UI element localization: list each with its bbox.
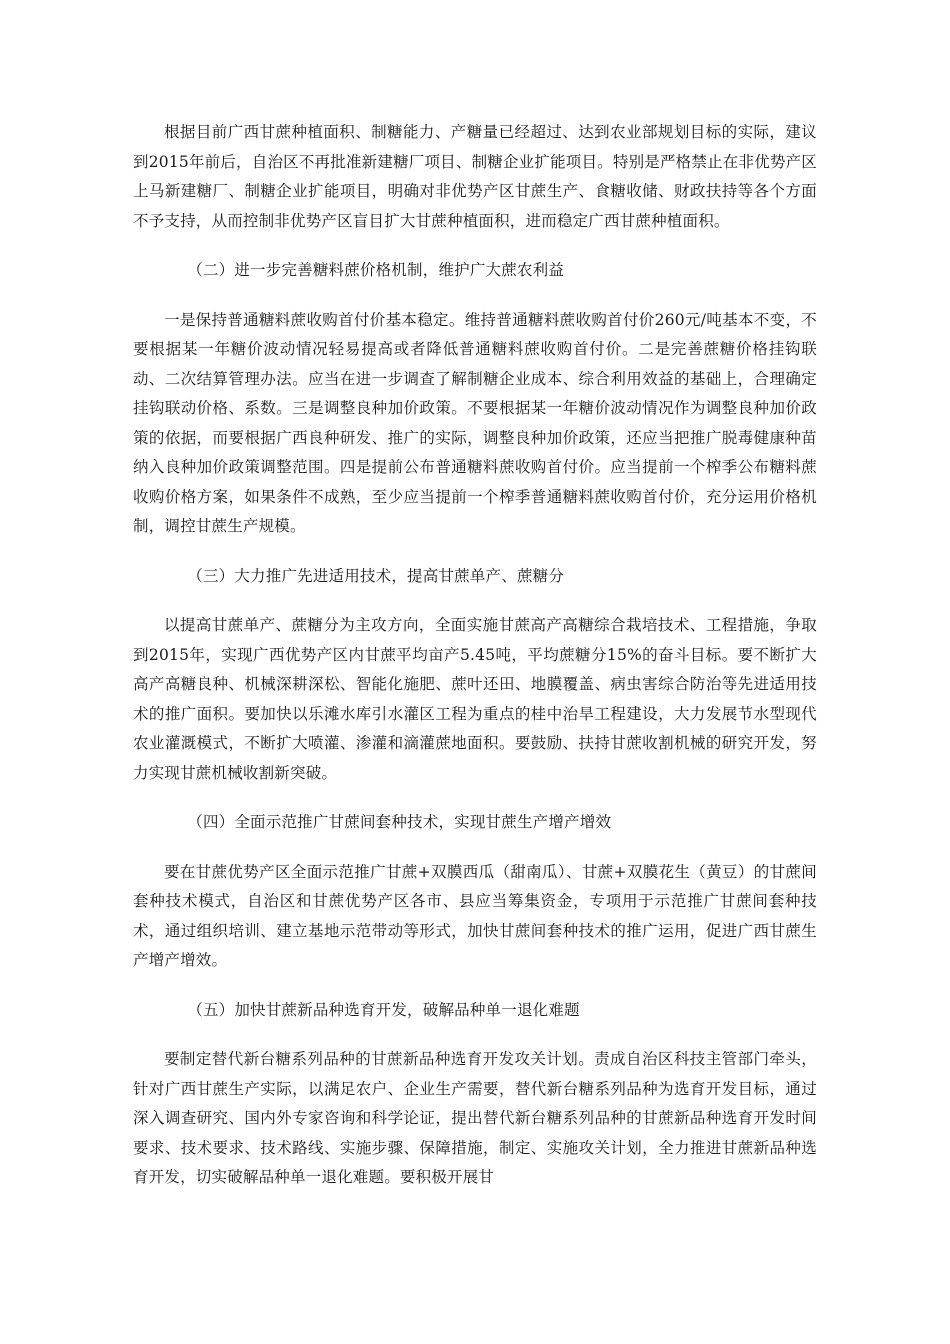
- paragraph-advanced-technology: 以提高甘蔗单产、蔗糖分为主攻方向，全面实施甘蔗高产高糖综合栽培技术、工程措施，争取到2015年，实现广西优势产区内甘蔗平均亩产5.45吨，平均蔗糖分15%的奋斗目标。要不断扩大高产高糖良种、机械深耕深松、智能化施肥、蔗叶还田、地膜覆盖、病虫害综合防治等先进适用技术的推广面积。要加快以乐滩水库引水灌区工程为重点的桂中治旱工程建设，大力发展节水型现代农业灌溉模式，不断扩大喷灌、渗灌和滴灌蔗地面积。要鼓励、扶持甘蔗收割机械的研究开发，努力实现甘蔗机械收割新突破。: [133, 616, 817, 782]
- heading-advanced-technology: （三）大力推广先进适用技术，提高甘蔗单产、蔗糖分: [187, 566, 565, 585]
- paragraph-price-mechanism: 一是保持普通糖料蔗收购首付价基本稳定。维持普通糖料蔗收购首付价260元/吨基本不变，不要根据某一年糖价波动情况轻易提高或者降低普通糖料蔗收购首付价。二是完善蔗糖价格挂钩联动、二次结算管理办法。应当在进一步调查了解制糖企业成本、综合利用效益的基础上，合理确定挂钩联动价格、系数。三是调整良种加价政策。不要根据某一年糖价波动情况作为调整良种加价政策的依据，而要根据广西良种研发、推广的实际，调整良种加价政策，还应当把推广脱毒健康种苗纳入良种加价政策调整范围。四是提前公布普通糖料蔗收购首付价。应当提前一个榨季公布糖料蔗收购价格方案，如果条件不成熟，至少应当提前一个榨季普通糖料蔗收购首付价，充分运用价格机制，调控甘蔗生产规模。: [133, 310, 817, 535]
- heading-intercropping: （四）全面示范推广甘蔗间套种技术，实现甘蔗生产增产增效: [187, 813, 612, 831]
- heading-new-varieties: （五）加快甘蔗新品种选育开发，破解品种单一退化难题: [187, 1000, 580, 1019]
- paragraph-new-varieties: 要制定替代新台糖系列品种的甘蔗新品种选育开发攻关计划。责成自治区科技主管部门牵头，针对广西甘蔗生产实际，以满足农户、企业生产需要，替代新台糖系列品种为选育开发目标，通过深入调查研究、国内外专家咨询和科学论证，提出替代新台糖系列品种的甘蔗新品种选育开发时间要求、技术要求、技术路线、实施步骤、保障措施，制定、实施攻关计划，全力推进甘蔗新品种选育开发，切实破解品种单一退化难题。要积极开展甘: [133, 1050, 817, 1186]
- paragraph-sugar-mill-control: 根据目前广西甘蔗种植面积、制糖能力、产糖量已经超过、达到农业部规划目标的实际，建议到2015年前后，自治区不再批准新建糖厂项目、制糖企业扩能项目。特别是严格禁止在非优势产区上马新建糖厂、制糖企业扩能项目，明确对非优势产区甘蔗生产、食糖收储、财政扶持等各个方面不予支持，从而控制非优势产区盲目扩大甘蔗种植面积，进而稳定广西甘蔗种植面积。: [133, 123, 817, 230]
- paragraph-intercropping: 要在甘蔗优势产区全面示范推广甘蔗+双膜西瓜（甜南瓜）、甘蔗+双膜花生（黄豆）的甘蔗间套种技术模式，自治区和甘蔗优势产区各市、县应当筹集资金，专项用于示范推广甘蔗间套种技术，通过组织培训、建立基地示范带动等形式，加快甘蔗间套种技术的推广运用，促进广西甘蔗生产增产增效。: [133, 862, 817, 969]
- heading-price-mechanism: （二）进一步完善糖料蔗价格机制，维护广大蔗农利益: [187, 261, 565, 279]
